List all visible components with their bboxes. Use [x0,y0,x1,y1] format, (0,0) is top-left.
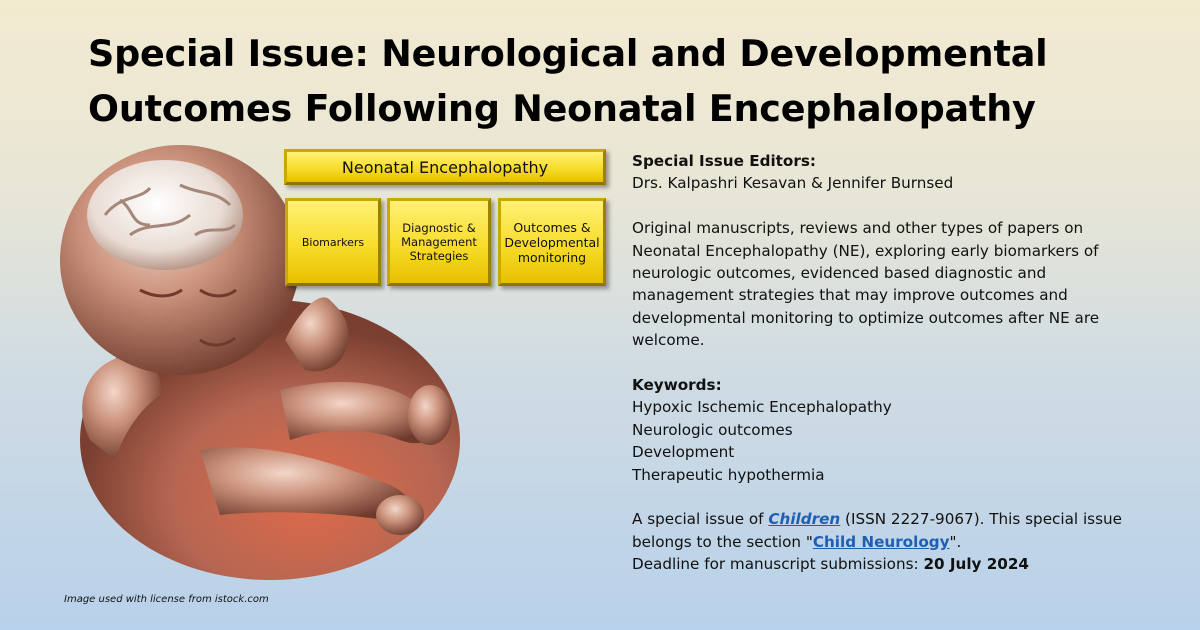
journal-prefix: A special issue of [632,510,769,529]
section-suffix: ". [949,532,962,551]
title-line-1: Special Issue: Neurological and Developmental [88,32,1048,75]
description-line: welcome. [632,331,705,350]
section-line [632,531,1152,553]
diagram-box-line: Diagnostic & [402,221,476,235]
diagram-box-line: Strategies [409,249,469,263]
diagram-box-line: Management [401,235,477,249]
description-line: neurologic outcomes, evidenced based diagnostic and [632,264,1047,283]
keyword-item: Neurologic outcomes [632,420,793,439]
description-line: developmental monitoring to optimize outcomes after NE are [632,308,1100,327]
keyword-item: Therapeutic hypothermia [632,465,825,484]
page-title [88,26,1168,136]
deadline-line [632,553,1152,575]
journal-suffix: (ISSN 2227-9067). This special issue [840,510,1122,529]
deadline-prefix: Deadline for manuscript submissions: [632,555,924,574]
journal-line [632,508,1152,530]
baby-brain [87,160,243,270]
diagram-box-line: Developmental [504,234,600,250]
description-line: Neonatal Encephalopathy (NE), exploring early biomarkers of [632,241,1099,260]
section-prefix: belongs to the section " [632,532,813,551]
diagram-box-line: Outcomes & [513,219,591,235]
diagram-top-label: Neonatal Encephalopathy [341,157,549,177]
baby-foot-1 [408,385,452,445]
diagram-box-outcomes-monitoring [498,198,606,286]
diagram-box-biomarkers [285,198,381,286]
editors-heading: Special Issue Editors: [632,152,816,170]
diagram-box-neonatal-encephalopathy [284,149,606,185]
image-credit: Image used with license from istock.com [64,594,269,605]
diagram-box-line: monitoring [517,249,587,265]
journal-link[interactable]: Children [768,510,841,529]
diagram-box-line: Biomarkers [301,235,365,249]
keywords-heading: Keywords: [632,376,722,395]
info-panel [632,150,1152,576]
title-line-2: Outcomes Following Neonatal Encephalopathy [88,87,1036,130]
deadline-date: 20 July 2024 [923,555,1030,574]
description-line: management strategies that may improve outcomes and [632,286,1068,305]
keyword-item: Development [632,443,735,462]
keyword-item: Hypoxic Ischemic Encephalopathy [632,398,892,417]
diagram-box-diagnostic-management [387,198,491,286]
section-link[interactable]: Child Neurology [812,532,950,551]
editors-names: Drs. Kalpashri Kesavan & Jennifer Burnsed [632,174,954,193]
baby-foot-2 [376,495,424,535]
description-line: Original manuscripts, reviews and other types of papers on [632,219,1084,238]
